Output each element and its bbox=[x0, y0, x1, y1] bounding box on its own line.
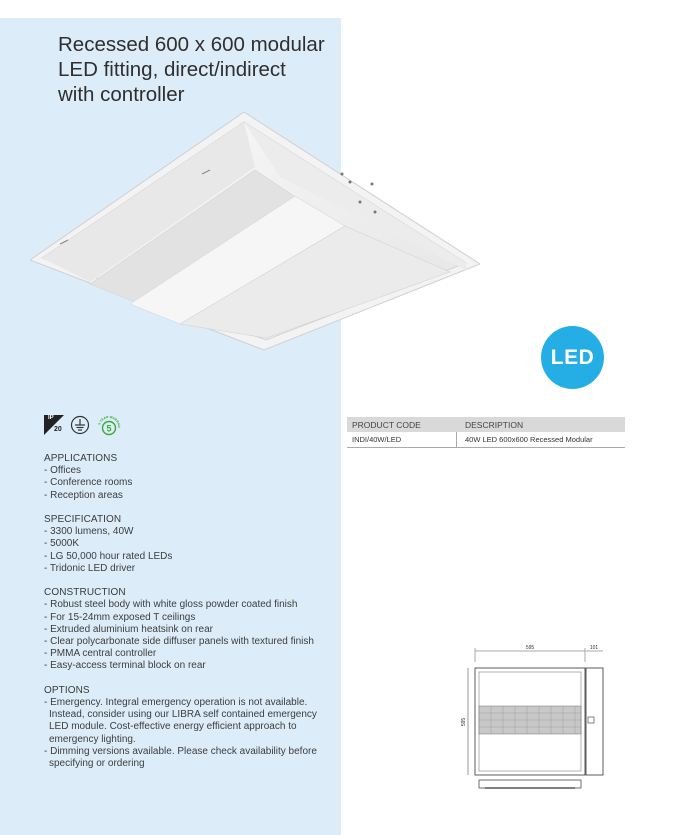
list-item: - Clear polycarbonate side diffuser panels with textured finish bbox=[44, 636, 314, 648]
specification-section bbox=[44, 514, 344, 575]
product-details bbox=[44, 453, 344, 782]
technical-drawing bbox=[461, 640, 611, 810]
ip-label: IP bbox=[48, 415, 54, 421]
product-table bbox=[347, 417, 625, 448]
list-item: - 3300 lumens, 40W bbox=[44, 526, 134, 538]
construction-section bbox=[44, 587, 344, 672]
section-title: CONSTRUCTION bbox=[44, 587, 126, 599]
section-title: SPECIFICATION bbox=[44, 514, 122, 525]
title-line: LED fitting, direct/indirect bbox=[58, 58, 286, 81]
list-item: - Offices bbox=[44, 465, 82, 477]
list-item: - Tridonic LED driver bbox=[44, 562, 136, 574]
title-line: Recessed 600 x 600 modular bbox=[58, 33, 325, 56]
options-line: Instead, consider using our LIBRA self contained emergency bbox=[49, 709, 317, 721]
height-dimension: 595 bbox=[461, 717, 467, 727]
ip-rating-icon bbox=[44, 415, 64, 435]
led-badge: LED bbox=[541, 326, 604, 389]
earth-icon bbox=[70, 415, 90, 435]
section-title: OPTIONS bbox=[44, 684, 90, 696]
section-title: APPLICATIONS bbox=[44, 453, 118, 464]
product-title bbox=[58, 32, 328, 107]
list-item: - Conference rooms bbox=[44, 477, 133, 489]
certification-icons bbox=[44, 413, 122, 437]
warranty-number: 5 bbox=[106, 423, 112, 434]
list-item: - Extruded aluminium heatsink on rear bbox=[44, 623, 213, 635]
applications-section bbox=[44, 453, 344, 502]
title-line: with controller bbox=[58, 83, 185, 106]
list-item: - Robust steel body with white gloss powder coated finish bbox=[44, 599, 298, 611]
header-description: DESCRIPTION bbox=[465, 419, 524, 430]
options-section bbox=[44, 685, 344, 770]
list-item: - 5000K bbox=[44, 538, 80, 550]
list-item: - Easy-access terminal block on rear bbox=[44, 660, 206, 672]
list-item: - Reception areas bbox=[44, 489, 123, 501]
depth-dimension: 101 bbox=[589, 645, 599, 651]
options-line: emergency lighting. bbox=[49, 733, 136, 745]
options-line: - Emergency. Integral emergency operation is not available. bbox=[44, 697, 308, 709]
product-image bbox=[30, 112, 480, 352]
table-header bbox=[347, 417, 625, 432]
warranty-icon bbox=[96, 413, 122, 437]
list-item: - PMMA central controller bbox=[44, 648, 157, 660]
list-item: - LG 50,000 hour rated LEDs bbox=[44, 550, 173, 562]
description-cell: 40W LED 600x600 Recessed Modular bbox=[465, 435, 593, 444]
options-line: - Dimming versions available. Please check availability before bbox=[44, 745, 317, 757]
list-item: - For 15-24mm exposed T ceilings bbox=[44, 611, 196, 623]
warranty-arc-text: 5 YEAR WARRAN bbox=[97, 414, 122, 428]
options-line: specifying or ordering bbox=[49, 758, 145, 770]
table-row bbox=[347, 432, 625, 448]
ip-number: 20 bbox=[54, 426, 62, 433]
options-line: LED module. Cost-effective energy efficient approach to bbox=[49, 721, 297, 733]
product-code-cell: INDI/40W/LED bbox=[347, 432, 457, 447]
width-dimension: 595 bbox=[525, 645, 535, 651]
header-product-code: PRODUCT CODE bbox=[352, 419, 421, 430]
